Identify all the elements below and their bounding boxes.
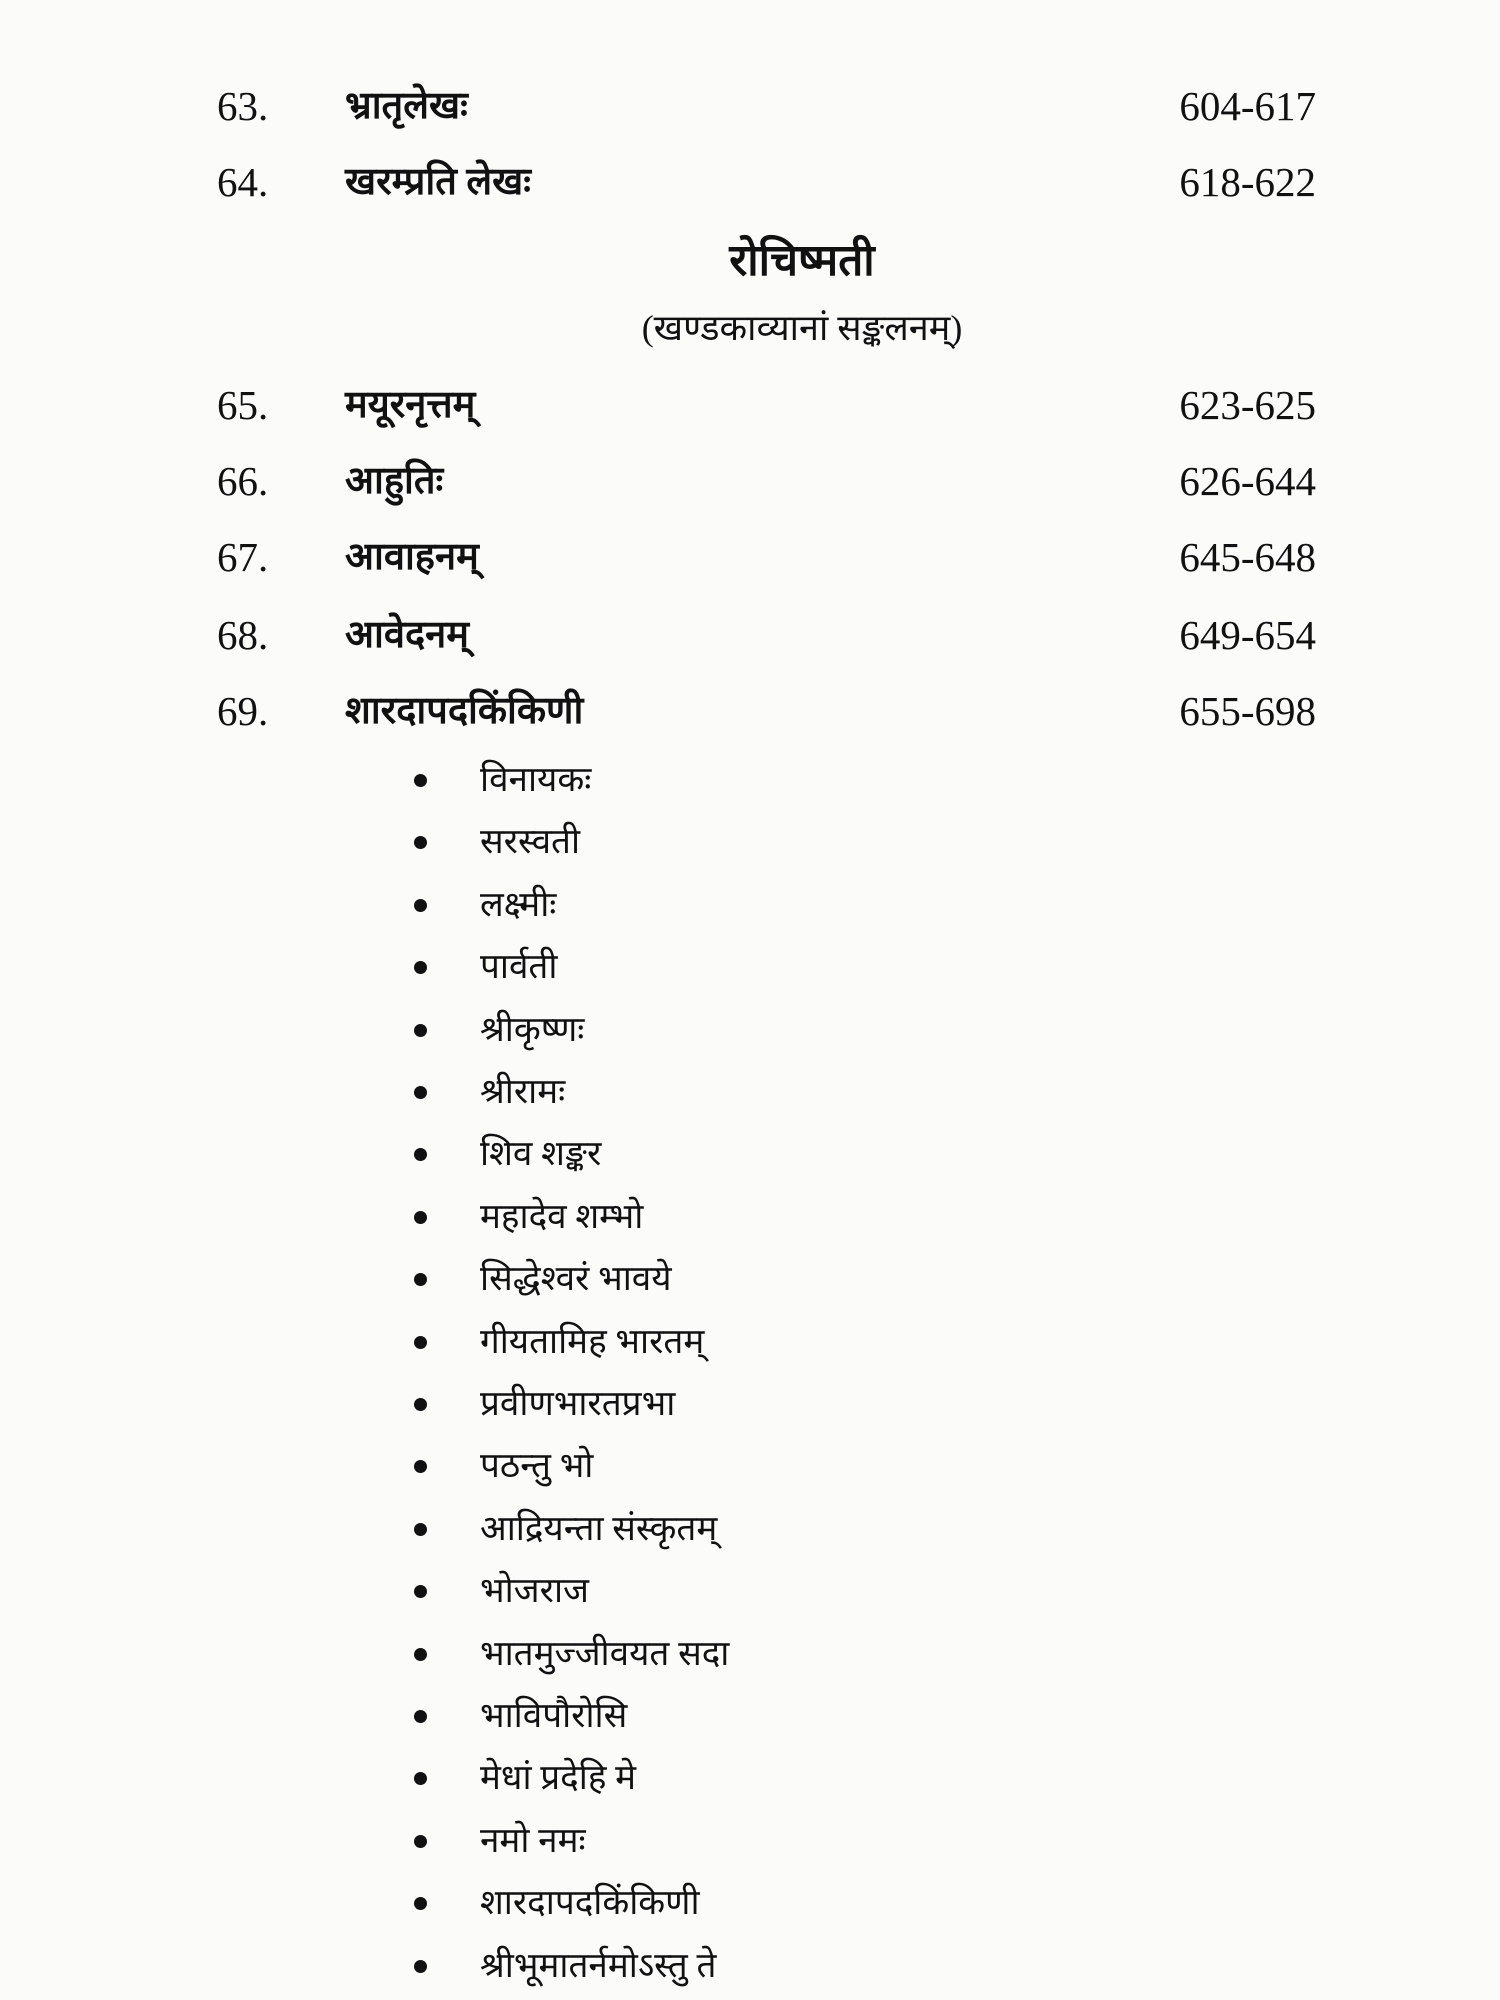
bullet-icon	[414, 1710, 427, 1723]
entry-pages: 604-617	[1179, 83, 1316, 129]
sub-item-title: नमो नमः	[480, 1820, 586, 1860]
sub-item-title: शारदापदकिंकिणी	[480, 1883, 700, 1923]
bullet-icon	[414, 1523, 427, 1536]
bullet-icon	[414, 1398, 427, 1411]
entry-title: आहुतिः	[345, 460, 444, 502]
entry-title: आवेदनम्	[345, 614, 469, 656]
sub-item	[0, 1002, 900, 1058]
entry-number: 69.	[217, 688, 269, 734]
sub-item-title: भाविपौरोसि	[480, 1696, 628, 1735]
sub-item	[0, 1688, 900, 1744]
toc-entry	[0, 605, 1500, 665]
entry-number: 66.	[217, 458, 269, 504]
entry-number: 68.	[217, 612, 269, 658]
sub-item	[0, 1938, 900, 1994]
entry-pages: 655-698	[1179, 688, 1316, 734]
entry-title: मयूरनृत्तम्	[345, 384, 476, 426]
sub-item-title: महादेव शम्भो	[480, 1196, 644, 1236]
bullet-icon	[414, 899, 427, 912]
sub-item	[0, 1563, 900, 1619]
sub-item	[0, 1064, 900, 1120]
bullet-icon	[414, 1273, 427, 1286]
entry-number: 64.	[217, 159, 269, 205]
bullet-icon	[414, 1585, 427, 1598]
sub-item	[0, 1251, 900, 1307]
bullet-icon	[414, 774, 427, 787]
sub-item-title: गीयतामिह भारतम्	[480, 1321, 705, 1361]
entry-title: आवाहनम्	[345, 536, 479, 578]
sub-item	[0, 1314, 900, 1370]
entry-pages: 626-644	[1179, 458, 1316, 504]
sub-item	[0, 1626, 900, 1682]
sub-item	[0, 1813, 900, 1869]
sub-item-title: श्रीकृष्णः	[480, 1009, 585, 1049]
bullet-icon	[414, 1211, 427, 1224]
bullet-icon	[414, 1960, 427, 1973]
sub-item	[0, 1750, 900, 1806]
sub-item	[0, 1501, 900, 1557]
bullet-icon	[414, 1336, 427, 1349]
section-heading: रोचिष्मती	[729, 236, 875, 285]
entry-pages: 618-622	[1179, 159, 1316, 205]
sub-item	[0, 1189, 900, 1245]
sub-item-title: आद्रियन्ता संस्कृतम्	[480, 1508, 718, 1548]
sub-item	[0, 939, 900, 995]
entry-pages: 645-648	[1179, 534, 1316, 580]
bullet-icon	[414, 1772, 427, 1785]
bullet-icon	[414, 1024, 427, 1037]
bullet-icon	[414, 961, 427, 974]
bullet-icon	[414, 1086, 427, 1099]
entry-title: शारदापदकिंकिणी	[345, 690, 584, 732]
sub-item-title: पठन्तु भो	[480, 1446, 594, 1486]
bullet-icon	[414, 1835, 427, 1848]
sub-item-title: श्रीरामः	[480, 1072, 566, 1111]
bullet-icon	[414, 836, 427, 849]
sub-item-title: मेधां प्रदेहि मे	[480, 1758, 637, 1798]
sub-item	[0, 1438, 900, 1494]
bullet-icon	[414, 1460, 427, 1473]
sub-item-title: प्रवीणभारतप्रभा	[480, 1384, 676, 1423]
entry-number: 63.	[217, 83, 269, 129]
sub-item-title: पार्वती	[480, 947, 558, 987]
entry-title: भ्रातृलेखः	[345, 85, 468, 127]
bullet-icon	[414, 1897, 427, 1910]
sub-item	[0, 1126, 900, 1182]
bullet-icon	[414, 1648, 427, 1661]
toc-entry	[0, 375, 1500, 435]
sub-item	[0, 752, 900, 808]
sub-item-title: सिद्धेश्वरं भावये	[480, 1259, 672, 1299]
toc-entry	[0, 152, 1500, 212]
toc-entry	[0, 527, 1500, 587]
sub-item	[0, 1376, 900, 1432]
bullet-icon	[414, 1148, 427, 1161]
sub-item-title: लक्ष्मीः	[480, 884, 557, 924]
toc-entry	[0, 76, 1500, 136]
toc-entry	[0, 451, 1500, 511]
sub-item-title: शिव शङ्कर	[480, 1134, 602, 1174]
entry-pages: 623-625	[1179, 382, 1316, 428]
sub-item-title: श्रीभूमातर्नमोऽस्तु ते	[480, 1945, 717, 1985]
sub-item-title: भोजराज	[480, 1571, 589, 1611]
sub-item	[0, 1875, 900, 1931]
sub-item	[0, 814, 900, 870]
entry-number: 67.	[217, 534, 269, 580]
entry-number: 65.	[217, 382, 269, 428]
section-subheading: (खण्डकाव्यानां सङ्कलनम्)	[641, 308, 963, 348]
sub-item-title: भातमुज्जीवयत सदा	[480, 1633, 730, 1673]
sub-item	[0, 877, 900, 933]
sub-item-title: सरस्वती	[480, 822, 581, 862]
sub-item-title: विनायकः	[480, 760, 592, 799]
entry-pages: 649-654	[1179, 612, 1316, 658]
toc-entry	[0, 681, 1500, 741]
entry-title: खरम्प्रति लेखः	[345, 161, 531, 203]
